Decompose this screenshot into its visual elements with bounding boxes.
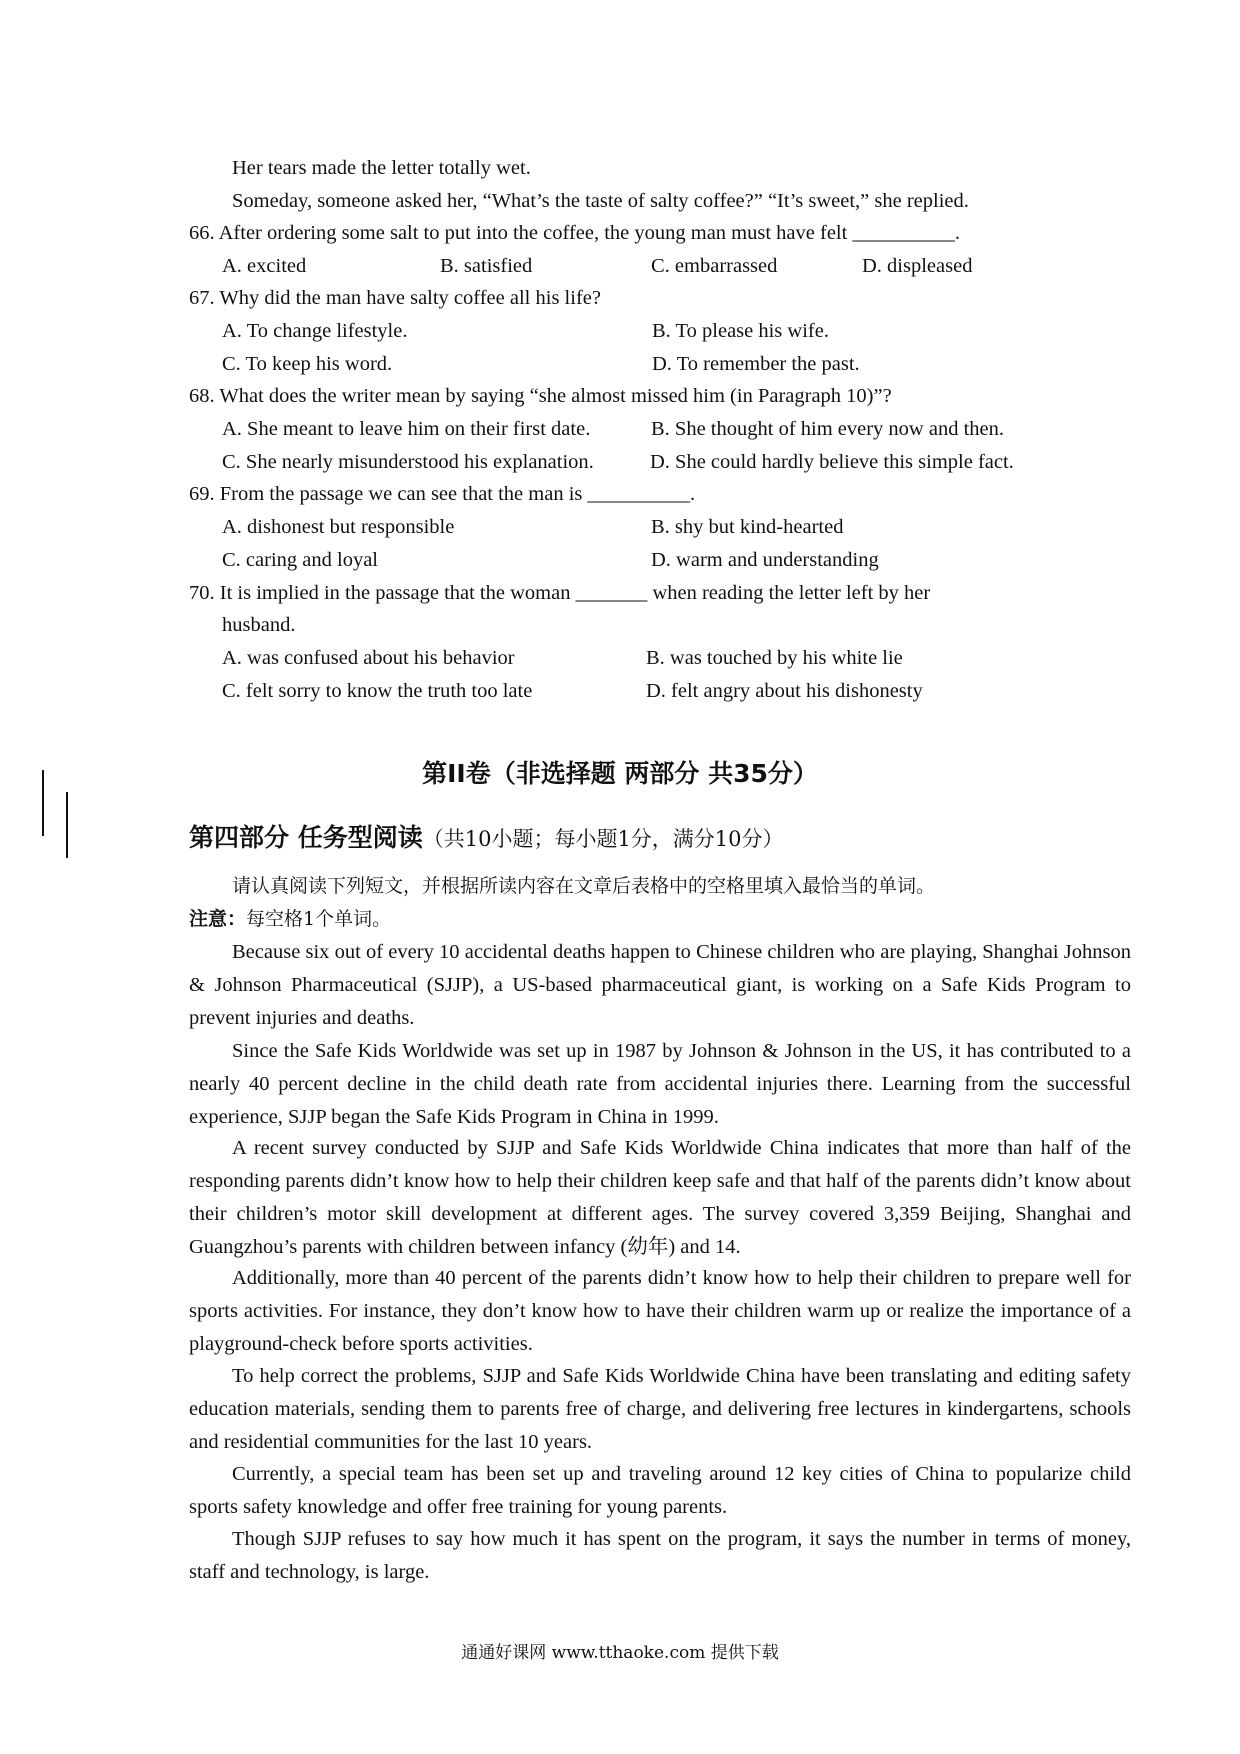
question-69-option-b[interactable]: B. shy but kind-hearted [651,516,844,538]
question-70-option-a[interactable]: A. was confused about his behavior [222,647,515,669]
section-2-title: 第II卷（非选择题 两部分 共35分） [422,759,818,788]
margin-bar [66,792,68,858]
passage-paragraph-6: Currently, a special team has been set up and traveling around 12 key cities of China to popularize child sports safety knowledge and offer free training for young parents. [189,1463,1131,1518]
question-67-option-a[interactable]: A. To change lifestyle. [222,320,408,342]
question-66-stem: 66. After ordering some salt to put into the coffee, the young man must have felt __________. [189,222,961,244]
question-66-option-a[interactable]: A. excited [222,255,307,277]
question-70-option-b[interactable]: B. was touched by his white lie [646,647,903,669]
part-4-scoring: （共10小题；每小题1分，满分10分） [422,827,784,851]
passage-paragraph-3: A recent survey conducted by SJJP and Safe Kids Worldwide China indicates that more than half of the responding parents didn’t know how to help their children keep safe and that half of the parents didn’t know about their children’s motor skill development at different ages. The survey covered 3,359 Beijing, Shanghai and Guangzhou’s parents with children between infancy (幼年) and 14. [189,1137,1131,1258]
question-67-option-c[interactable]: C. To keep his word. [222,353,393,375]
question-69-stem: 69. From the passage we can see that the man is __________. [189,483,696,505]
question-66-option-b[interactable]: B. satisfied [440,255,533,277]
question-70-stem-cont: husband. [222,614,296,636]
passage-paragraph-7: Though SJJP refuses to say how much it has spent on the program, it says the number in terms of money, staff and technology, is large. [189,1528,1131,1583]
question-66-option-c[interactable]: C. embarrassed [651,255,778,277]
question-68-option-d[interactable]: D. She could hardly believe this simple fact. [650,451,1014,473]
note-text: 每空格1个单词。 [246,908,392,930]
question-67-stem: 67. Why did the man have salty coffee all his life? [189,287,601,309]
part-4-title [189,820,784,857]
question-68-option-b[interactable]: B. She thought of him every now and then. [651,418,1005,440]
question-68-option-c[interactable]: C. She nearly misunderstood his explanation. [222,451,594,473]
part-4-instruction: 请认真阅读下列短文，并根据所读内容在文章后表格中的空格里填入最恰当的单词。 [232,875,936,897]
passage-line: Her tears made the letter totally wet. [232,157,531,179]
question-67-option-b[interactable]: B. To please his wife. [652,320,829,342]
question-68-option-a[interactable]: A. She meant to leave him on their first date. [222,418,591,440]
passage-paragraph-4: Additionally, more than 40 percent of the parents didn’t know how to help their children to prepare well for sports activities. For instance, they don’t know how to have their children warm up or realize the importance of a playground-check before sports activities. [189,1267,1131,1355]
question-70-option-c[interactable]: C. felt sorry to know the truth too late [222,680,533,702]
question-69-option-c[interactable]: C. caring and loyal [222,549,378,571]
page-footer: 通通好课网 www.tthaoke.com 提供下载 [461,1643,779,1663]
question-69-option-d[interactable]: D. warm and understanding [651,549,879,571]
question-70-option-d[interactable]: D. felt angry about his dishonesty [646,680,923,702]
passage-paragraph-1: Because six out of every 10 accidental deaths happen to Chinese children who are playing, Shanghai Johnson & Johnson Pharmaceutical (SJJP), a US-based pharmaceutical giant, is working on a Safe Kids Program to prevent injuries and deaths. [189,941,1131,1029]
part-4-heading: 第四部分 任务型阅读 [189,823,423,852]
passage-line: Someday, someone asked her, “What’s the taste of salty coffee?” “It’s sweet,” she replied. [232,190,969,212]
question-66-option-d[interactable]: D. displeased [862,255,973,277]
passage-paragraph-5: To help correct the problems, SJJP and Safe Kids Worldwide China have been translating and editing safety education materials, sending them to parents free of charge, and delivering free lectures in kindergartens, schools and residential communities for the last 10 years. [189,1365,1131,1453]
passage-paragraph-2: Since the Safe Kids Worldwide was set up in 1987 by Johnson & Johnson in the US, it has contributed to a nearly 40 percent decline in the child death rate from accidental injuries there. Learning from the successful experience, SJJP began the Safe Kids Program in China in 1999. [189,1040,1131,1128]
question-67-option-d[interactable]: D. To remember the past. [652,353,860,375]
part-4-note [189,903,391,936]
question-69-option-a[interactable]: A. dishonest but responsible [222,516,455,538]
note-label: 注意： [189,908,247,930]
question-70-stem: 70. It is implied in the passage that the woman _______ when reading the letter left by her [189,582,931,604]
question-68-stem: 68. What does the writer mean by saying “she almost missed him (in Paragraph 10)”? [189,385,892,407]
